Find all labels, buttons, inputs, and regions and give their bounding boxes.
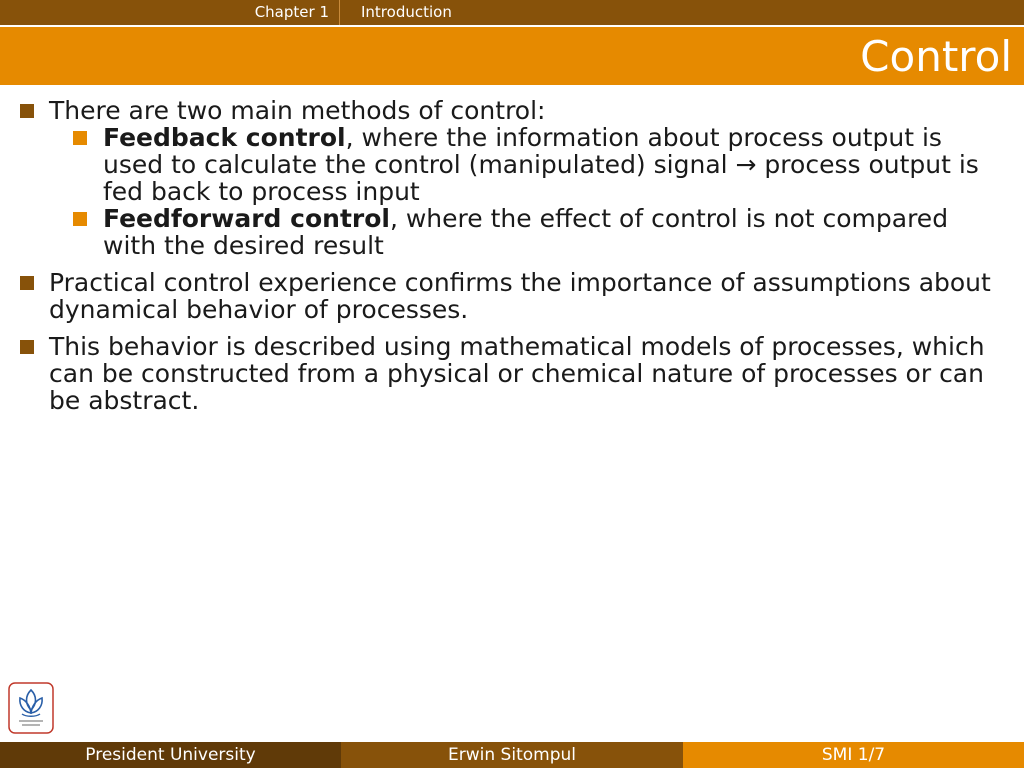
footer-page-number bbox=[683, 742, 1024, 768]
sub-list-item bbox=[49, 205, 1000, 259]
footer-institution: President University bbox=[0, 742, 341, 768]
list-item-text: Practical control experience confirms the importance of assumptions about dynamical behavior of processes. bbox=[49, 268, 991, 324]
breadcrumb-chapter[interactable]: Chapter 1 bbox=[0, 0, 340, 25]
square-bullet-icon bbox=[73, 212, 87, 226]
list-item bbox=[20, 269, 1000, 323]
slide-title: Control bbox=[860, 32, 1012, 81]
footer-bar bbox=[0, 742, 1024, 768]
square-bullet-icon bbox=[20, 340, 34, 354]
term-feedforward-control: Feedforward control bbox=[103, 204, 390, 233]
breadcrumb-section[interactable]: Introduction bbox=[361, 3, 452, 21]
list-item-text: There are two main methods of control: bbox=[49, 96, 546, 125]
footer-author: Erwin Sitompul bbox=[341, 742, 683, 768]
header-bar bbox=[0, 0, 1024, 25]
sub-list-item-text: , where the information about process output is used to calculate the control (manipulated) signal → process output is fed back to process input bbox=[103, 123, 979, 206]
slide-content bbox=[20, 97, 1000, 424]
term-feedback-control: Feedback control bbox=[103, 123, 346, 152]
square-bullet-icon bbox=[20, 276, 34, 290]
list-item bbox=[20, 333, 1000, 414]
square-bullet-icon bbox=[20, 104, 34, 118]
president-university-logo-icon bbox=[8, 682, 54, 734]
sub-list-item-text: , where the effect of control is not compared with the desired result bbox=[103, 204, 949, 260]
list-item bbox=[20, 97, 1000, 259]
square-bullet-icon bbox=[73, 131, 87, 145]
footer-page-text: SMI 1/7 bbox=[821, 745, 886, 765]
title-bar bbox=[0, 27, 1024, 85]
sub-list bbox=[49, 124, 1000, 259]
sub-list-item bbox=[49, 124, 1000, 205]
list-item-text: This behavior is described using mathematical models of processes, which can be constructed from a physical or chemical nature of processes or can be abstract. bbox=[49, 332, 985, 415]
